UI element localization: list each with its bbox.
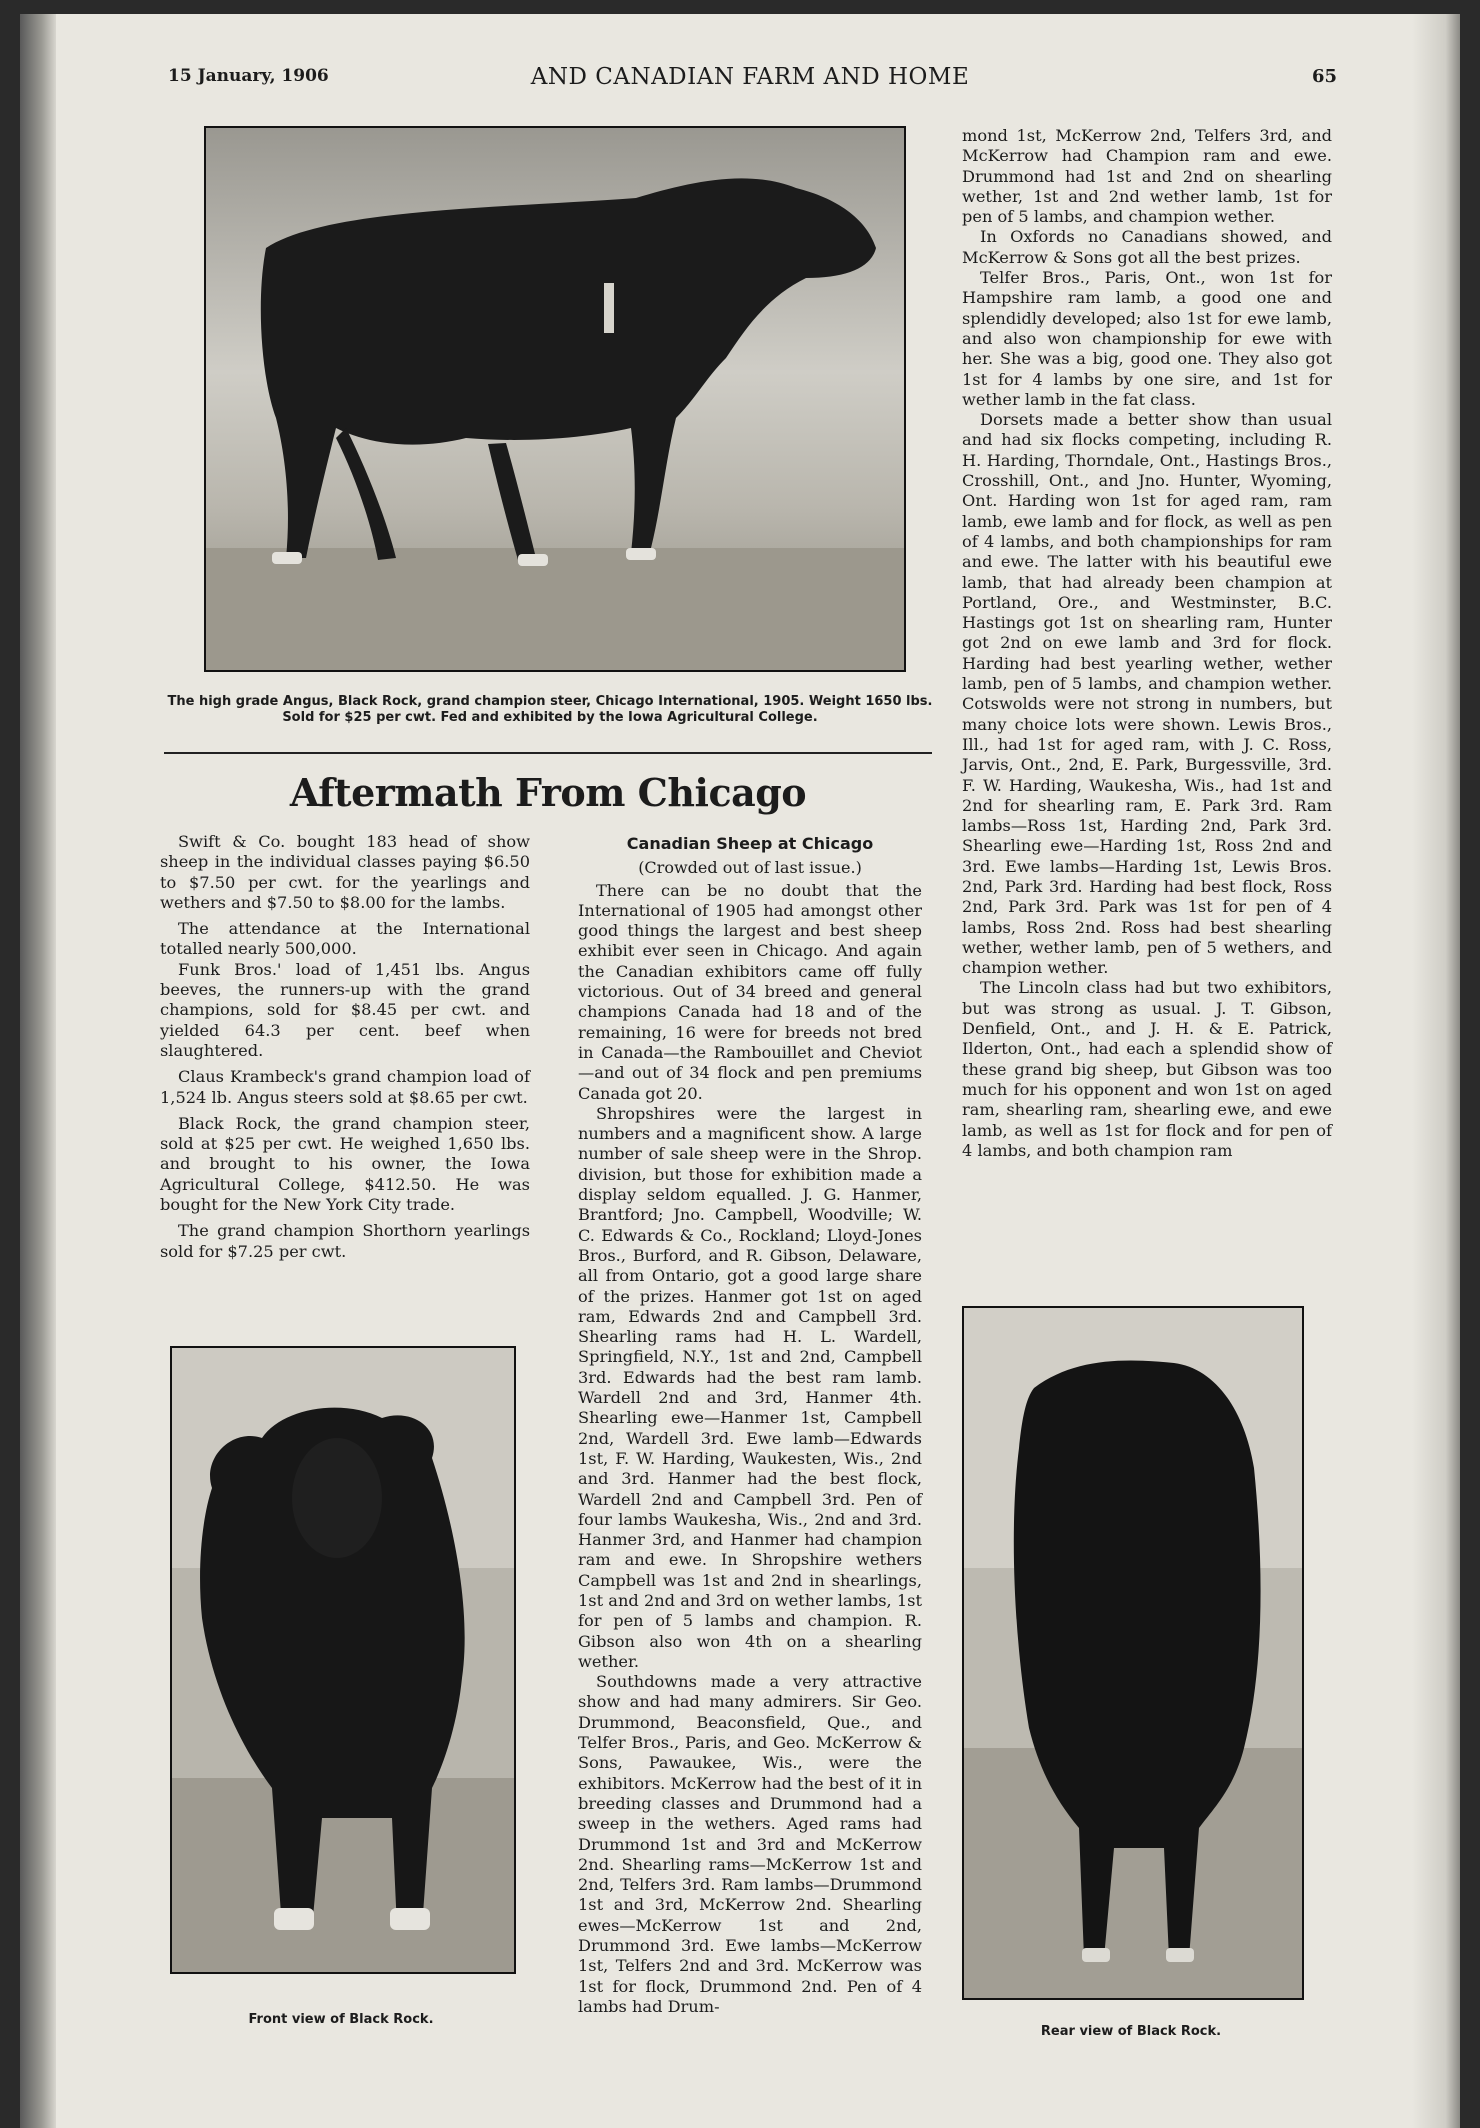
page-number: 65 — [1312, 66, 1338, 87]
steer-rear-illustration — [964, 1308, 1302, 1998]
left-column — [160, 832, 530, 1262]
photo-caption-rear: Rear view of Black Rock. — [1040, 2024, 1222, 2039]
paragraph: Black Rock, the grand champion steer, sold at $25 per cwt. He weighed 1,650 lbs. and brought to his owner, the Iowa Agricultural College, $412.50. He was bought for the New York City trade. — [160, 1113, 530, 1215]
steer-side-illustration — [206, 128, 904, 670]
middle-column — [578, 834, 922, 2017]
section-subnote: (Crowded out of last issue.) — [638, 858, 862, 878]
paragraph: mond 1st, McKerrow 2nd, Telfers 3rd, and McKerrow had Champion ram and ewe. Drummond had 1st and 2nd on shearling wether, 1st and 2nd wether lamb, 1st for pen of 5 lambs, and champion wether. — [962, 126, 1332, 227]
page-binding-shadow — [20, 14, 56, 2128]
paragraph: Claus Krambeck's grand champion load of 1,524 lb. Angus steers sold at $8.65 per cwt. — [160, 1067, 530, 1107]
paragraph: Shropshires were the largest in numbers and a magnificent show. A large number of sale sheep were in the Shrop. division, but those for exhibition made a display seldom equalled. J. G. Hanmer, Brantford; Jno. Campbell, Woodville; W. C. Edwards & Co., Rockland; Lloyd-Jones Bros., Burford, and R. Gibson, Delaware, all from Ontario, got a good large share of the prizes. Hanmer got 1st on aged ram, Edwards 2nd and Campbell 3rd. Shearling rams had H. L. Wardell, Springfield, N.Y., 1st and 2nd, Campbell 3rd. Edwards had the best ram lamb. Wardell 2nd and 3rd, Hanmer 4th. Shearling ewe—Hanmer 1st, Campbell 2nd, Wardell 3rd. Ewe lamb—Edwards 1st, F. W. Harding, Waukesten, Wis., 2nd and 3rd. Hanmer had the best flock, Wardell 2nd and Campbell 3rd. Pen of four lambs Waukesha, Wis., 2nd and 3rd. Hanmer 3rd, and Hanmer had champion ram and ewe. In Shropshire wethers Campbell was 1st and 2nd in shearlings, 1st and 2nd and 3rd on wether lambs, 1st for pen of 5 lambs and champion. R. Gibson also won 4th on a shearling wether. — [578, 1103, 922, 1671]
photo-black-rock-side — [204, 126, 906, 672]
photo-black-rock-rear — [962, 1306, 1304, 2000]
paragraph: Dorsets made a better show than usual and had six flocks competing, including R. H. Harding, Thorndale, Ont., Hastings Bros., Crosshill, Ont., and Jno. Hunter, Wyoming, Ont. Harding won 1st for aged ram, ram lamb, ewe lamb and for flock, as well as pen of 4 lambs, and both championships for ram and ewe. The latter with his beautiful ewe lamb, that had already been champion at Portland, Ore., and Westminster, B.C. Hastings got 1st on shearling ram, Hunter got 2nd on ewe lamb and 3rd for flock. Harding had best yearling wether, wether lamb, pen of 5 lambs, and champion wether. Cotswolds were not strong in numbers, but many choice lots were shown. Lewis Bros., Ill., had 1st for aged ram, with J. C. Ross, Jarvis, Ont., 2nd, E. Park, Burgessville, 3rd. F. W. Harding, Waukesha, Wis., had 1st and 2nd for shearling ram, E. Park 3rd. Ram lambs—Ross 1st, Harding 2nd, Park 3rd. Shearling ewe—Harding 1st, Ross 2nd and 3rd. Ewe lambs—Harding 1st, Lewis Bros. 2nd, Park 3rd. Harding had best flock, Ross 2nd, Park 3rd. Park was 1st for pen of 4 lambs, Ross 2nd. Ross had best shearling wether, wether lamb, pen of 5 wethers, and champion wether. — [962, 410, 1332, 978]
section-subhead: Canadian Sheep at Chicago — [626, 834, 874, 853]
issue-date: 15 January, 1906 — [168, 66, 329, 86]
paragraph: Swift & Co. bought 183 head of show sheep in the individual classes paying $6.50 to $7.50 per cwt. for the yearlings and wethers and $7.50 to $8.00 for the lambs. — [160, 832, 530, 912]
publication-title: AND CANADIAN FARM AND HOME — [530, 64, 970, 90]
paragraph: Southdowns made a very attractive show and had many admirers. Sir Geo. Drummond, Beaconsfield, Que., and Telfer Bros., Paris, and Geo. McKerrow & Sons, Pawaukee, Wis., were the exhibitors. McKerrow had the best of it in breeding classes and Drummond had a sweep in the wethers. Aged rams had Drummond 1st and 3rd and McKerrow 2nd. Shearling rams—McKerrow 1st and 2nd, Telfers 3rd. Ram lambs—Drummond 1st and 3rd, McKerrow 2nd. Shearling ewes—McKerrow 1st and 2nd, Drummond 3rd. Ewe lambs—McKerrow 1st, Telfers 2nd and 3rd. McKerrow was 1st for flock, Drummond 2nd. Pen of 4 lambs had Drum- — [578, 1672, 922, 2016]
paragraph: The attendance at the International totalled nearly 500,000. — [160, 919, 530, 959]
right-column — [962, 126, 1332, 1161]
paragraph: The grand champion Shorthorn yearlings sold for $7.25 per cwt. — [160, 1221, 530, 1261]
article-headline: Aftermath From Chicago — [289, 770, 807, 815]
photo-caption-side: The high grade Angus, Black Rock, grand champion steer, Chicago International, 1905. Weight 1650 lbs. Sold for $25 per cwt. Fed and exhibited by the Iowa Agricultural College. — [167, 694, 933, 725]
steer-front-illustration — [172, 1348, 514, 1972]
paragraph: Funk Bros.' load of 1,451 lbs. Angus beeves, the runners-up with the grand champions, sold for $8.45 per cwt. and yielded 64.3 per cent. beef when slaughtered. — [160, 959, 530, 1060]
section-rule — [164, 752, 932, 754]
paragraph: Telfer Bros., Paris, Ont., won 1st for Hampshire ram lamb, a good one and splendidly developed; also 1st for ewe lamb, and also won championship for ewe with her. She was a big, good one. They also got 1st for 4 lambs by one sire, and 1st for wether lamb in the fat class. — [962, 268, 1332, 409]
paragraph: The Lincoln class had but two exhibitors, but was strong as usual. J. T. Gibson, Denfield, Ont., and J. H. & E. Patrick, Ilderton, Ont., had each a splendid show of these grand big sheep, but Gibson was too much for his opponent and won 1st on aged ram, shearling ram, shearling ewe, and ewe lamb, as well as 1st for flock and for pen of 4 lambs, and both champion ram — [962, 978, 1332, 1160]
photo-caption-front: Front view of Black Rock. — [248, 2012, 434, 2027]
page-edge-shadow — [1412, 14, 1460, 2128]
paragraph: In Oxfords no Canadians showed, and McKerrow & Sons got all the best prizes. — [962, 227, 1332, 267]
paragraph: There can be no doubt that the International of 1905 had amongst other good things the largest and best sheep exhibit ever seen in Chicago. And again the Canadian exhibitors came off fully victorious. Out of 34 breed and general champions Canada had 18 and of the remaining, 16 were for breeds not bred in Canada—the Rambouillet and Cheviot—and out of 34 flock and pen premiums Canada got 20. — [578, 880, 922, 1103]
photo-black-rock-front — [170, 1346, 516, 1974]
